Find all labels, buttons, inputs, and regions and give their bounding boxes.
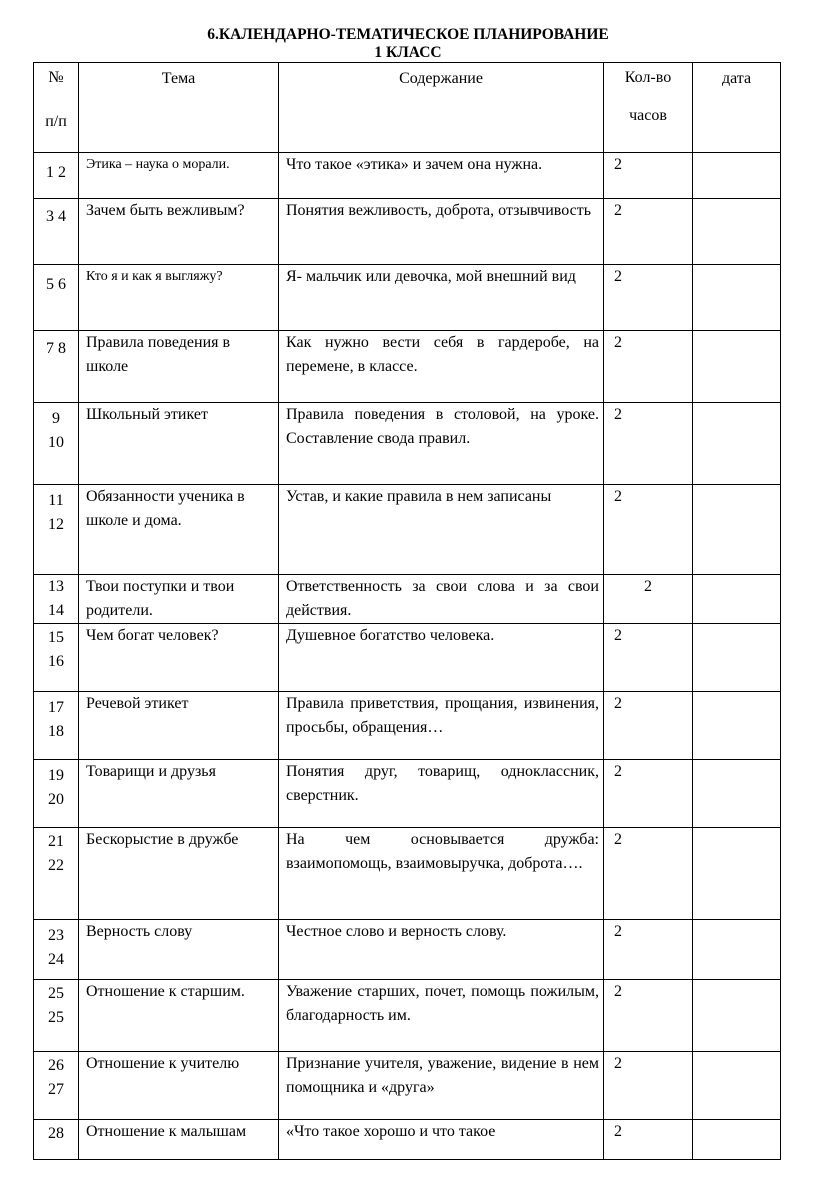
row-content: Как нужно вести себя в гардеробе, на перемене, в классе. xyxy=(279,331,604,403)
row-hours: 2 xyxy=(604,575,693,624)
row-number xyxy=(34,1120,79,1160)
row-hours: 2 xyxy=(604,760,693,828)
row-number xyxy=(34,624,79,692)
row-topic: Отношение к малышам xyxy=(79,1120,279,1160)
document-title: 6.КАЛЕНДАРНО-ТЕМАТИЧЕСКОЕ ПЛАНИРОВАНИЕ xyxy=(207,26,609,43)
row-number-value: 18 xyxy=(48,723,64,740)
table-row xyxy=(34,153,781,199)
table-row xyxy=(34,403,781,485)
row-number-value: 28 xyxy=(48,1125,64,1142)
row-topic: Обязанности ученика в школе и дома. xyxy=(79,485,279,575)
row-date xyxy=(693,760,781,828)
row-number-value: 12 xyxy=(48,516,64,533)
row-topic: Зачем быть вежливым? xyxy=(79,199,279,265)
row-content: Понятия друг, товарищ, одноклассник, сверстник. xyxy=(279,760,604,828)
row-number-value: 24 xyxy=(48,951,64,968)
header-topic: Тема xyxy=(79,63,279,153)
row-topic: Правила поведения в школе xyxy=(79,331,279,403)
table-row xyxy=(34,624,781,692)
row-date xyxy=(693,403,781,485)
row-content: Правила поведения в столовой, на уроке. Составление свода правил. xyxy=(279,403,604,485)
row-content: Честное слово и верность слову. xyxy=(279,920,604,980)
table-row xyxy=(34,1120,781,1160)
header-number-label: п/п xyxy=(45,113,67,130)
row-number-value: 23 xyxy=(48,927,64,944)
row-content: Признание учителя, уважение, видение в нем помощника и «друга» xyxy=(279,1052,604,1120)
row-date xyxy=(693,1052,781,1120)
row-date xyxy=(693,575,781,624)
row-number-value: 25 xyxy=(48,985,64,1002)
table-row xyxy=(34,920,781,980)
row-number-value: 17 xyxy=(48,699,64,716)
table-row xyxy=(34,485,781,575)
row-number-value: 7 8 xyxy=(46,340,66,357)
document-subtitle: 1 КЛАСС xyxy=(374,44,442,61)
row-content: Я- мальчик или девочка, мой внешний вид xyxy=(279,265,604,331)
row-number-value: 25 xyxy=(48,1009,64,1026)
table-row xyxy=(34,692,781,760)
row-number-value: 20 xyxy=(48,791,64,808)
row-number xyxy=(34,199,79,265)
row-date xyxy=(693,624,781,692)
row-number-value: 15 xyxy=(48,629,64,646)
row-number-value: 11 xyxy=(48,492,64,509)
row-topic: Бескорыстие в дружбе xyxy=(79,828,279,920)
row-number xyxy=(34,920,79,980)
row-topic: Школьный этикет xyxy=(79,403,279,485)
row-content: Ответственность за свои слова и за свои действия. xyxy=(279,575,604,624)
row-hours: 2 xyxy=(604,828,693,920)
row-number-value: 3 4 xyxy=(46,208,66,225)
header-date: дата xyxy=(693,63,781,153)
row-content: Душевное богатство человека. xyxy=(279,624,604,692)
table-row xyxy=(34,1052,781,1120)
row-date xyxy=(693,153,781,199)
row-date xyxy=(693,265,781,331)
header-hours-line1: Кол-во xyxy=(624,69,672,86)
row-date xyxy=(693,980,781,1052)
row-hours: 2 xyxy=(604,1120,693,1160)
table-row xyxy=(34,828,781,920)
row-number-value: 13 xyxy=(48,578,64,595)
row-number xyxy=(34,1052,79,1120)
row-content: «Что такое хорошо и что такое xyxy=(279,1120,604,1160)
row-date xyxy=(693,828,781,920)
row-number xyxy=(34,331,79,403)
row-hours: 2 xyxy=(604,692,693,760)
row-content: Что такое «этика» и зачем она нужна. xyxy=(279,153,604,199)
row-date xyxy=(693,692,781,760)
row-number-value: 21 xyxy=(48,833,64,850)
planning-table xyxy=(33,62,781,1160)
row-number xyxy=(34,692,79,760)
row-hours: 2 xyxy=(604,403,693,485)
table-row xyxy=(34,760,781,828)
table-header-row xyxy=(34,63,781,153)
table-row xyxy=(34,199,781,265)
row-date xyxy=(693,485,781,575)
row-number-value: 10 xyxy=(48,434,64,451)
row-number xyxy=(34,265,79,331)
row-topic: Верность слову xyxy=(79,920,279,980)
row-hours: 2 xyxy=(604,331,693,403)
row-date xyxy=(693,331,781,403)
row-hours: 2 xyxy=(604,624,693,692)
row-topic: Этика – наука о морали. xyxy=(79,153,279,199)
row-number-value: 26 xyxy=(48,1057,64,1074)
header-hours xyxy=(604,63,693,153)
row-topic: Отношение к старшим. xyxy=(79,980,279,1052)
row-number-value: 14 xyxy=(48,602,64,619)
row-number-value: 16 xyxy=(48,653,64,670)
row-number-value: 19 xyxy=(48,767,64,784)
row-hours: 2 xyxy=(604,1052,693,1120)
row-content: Правила приветствия, прощания, извинения, просьбы, обращения… xyxy=(279,692,604,760)
row-hours: 2 xyxy=(604,920,693,980)
row-content: Уважение старших, почет, помощь пожилым, благодарность им. xyxy=(279,980,604,1052)
row-hours: 2 xyxy=(604,153,693,199)
row-content: На чем основывается дружба: взаимопомощь, взаимовыручка, доброта…. xyxy=(279,828,604,920)
header-number-symbol: № xyxy=(48,69,64,86)
row-topic: Чем богат человек? xyxy=(79,624,279,692)
row-number xyxy=(34,980,79,1052)
row-topic: Твои поступки и твои родители. xyxy=(79,575,279,624)
row-number xyxy=(34,828,79,920)
row-number-value: 27 xyxy=(48,1081,64,1098)
row-content: Устав, и какие правила в нем записаны xyxy=(279,485,604,575)
row-content: Понятия вежливость, доброта, отзывчивость xyxy=(279,199,604,265)
row-number-value: 5 6 xyxy=(46,276,66,293)
row-hours: 2 xyxy=(604,199,693,265)
row-hours: 2 xyxy=(604,265,693,331)
row-topic: Речевой этикет xyxy=(79,692,279,760)
row-topic: Отношение к учителю xyxy=(79,1052,279,1120)
row-number xyxy=(34,760,79,828)
row-number xyxy=(34,575,79,624)
header-hours-line2: часов xyxy=(629,107,667,124)
header-content: Содержание xyxy=(279,63,604,153)
row-number xyxy=(34,403,79,485)
row-hours: 2 xyxy=(604,980,693,1052)
row-number-value: 22 xyxy=(48,857,64,874)
row-hours: 2 xyxy=(604,485,693,575)
row-date xyxy=(693,199,781,265)
row-number xyxy=(34,153,79,199)
row-topic: Кто я и как я выгляжу? xyxy=(79,265,279,331)
header-number xyxy=(34,63,79,153)
row-date xyxy=(693,920,781,980)
row-topic: Товарищи и друзья xyxy=(79,760,279,828)
table-row xyxy=(34,575,781,624)
row-number-value: 1 2 xyxy=(46,164,66,181)
table-row xyxy=(34,265,781,331)
row-date xyxy=(693,1120,781,1160)
row-number-value: 9 xyxy=(52,410,60,427)
table-row xyxy=(34,331,781,403)
table-row xyxy=(34,980,781,1052)
row-number xyxy=(34,485,79,575)
